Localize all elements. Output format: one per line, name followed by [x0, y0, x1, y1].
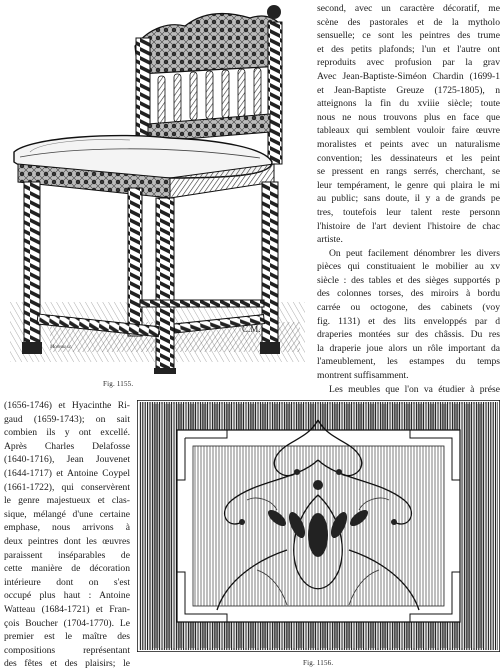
- text-line: combien ils y ont excellé.: [4, 427, 130, 439]
- text-line: pièces qui constituaient le mobilier au xv: [317, 261, 500, 273]
- text-line: occupé plus haut : Antoine: [4, 590, 130, 602]
- text-line: (1656-1746) et Hyacinthe Ri-: [4, 400, 130, 411]
- engraver-signature: C.M.: [242, 324, 261, 334]
- text-line: au public; sans doute, il y a de grands pe: [317, 193, 500, 205]
- text-line: reproduits avec profusion par la grav: [317, 57, 500, 69]
- text-line: Avec Jean-Baptiste-Siméon Chardin (1699-1: [317, 70, 500, 82]
- text-line: carrée ou octogone, des cabinets (voy: [317, 302, 500, 314]
- left-text-column: [4, 399, 130, 671]
- text-line: intérieure dont on s'est: [4, 576, 130, 588]
- text-line: tableaux qui semblent vouloir faire œuvre: [317, 125, 500, 137]
- text-line: moralistes et peints avec un naturalisme: [317, 138, 500, 150]
- text-line: le genre majestueux et clas-: [4, 495, 130, 507]
- panel-engraving: [137, 400, 500, 652]
- text-line: second, avec un caractère décoratif, me: [317, 3, 500, 14]
- text-line: compositions représentant: [4, 644, 130, 656]
- text-line: emphase, nous arrivons à: [4, 522, 130, 534]
- right-text-column: [317, 2, 500, 397]
- text-line: draperies montées sur des châssis. Du res: [317, 329, 500, 341]
- text-line: l'ameublement, les estampes du temps: [317, 356, 500, 368]
- text-line: sique, mélangé d'une certaine: [4, 508, 130, 520]
- text-line: la draperie joue alors un rôle important da: [317, 342, 500, 354]
- text-line: montrent suffisamment.: [317, 370, 409, 382]
- text-line: scène des pastorales et de la mytholo: [317, 16, 500, 28]
- text-line: premier est le maître des: [4, 631, 130, 643]
- text-line: siècle : des tables et des sièges supportés p: [317, 274, 500, 286]
- text-line: (1644-1717) et Antoine Coypel: [4, 467, 130, 479]
- text-line: fig. 1131) et des lits enveloppés par d: [317, 315, 500, 327]
- text-line: atteignons la fin du xviiie siècle; toute: [317, 98, 500, 110]
- text-line: deux peintres dont les œuvres: [4, 535, 130, 547]
- text-line: gaud (1659-1743); on sait: [4, 413, 130, 425]
- text-line: et Jean-Baptiste Greuze (1725-1805), n: [317, 84, 500, 96]
- text-line: Les meubles que l'on va étudier à prése: [329, 383, 500, 395]
- text-line: leur tempérament, le genre qui plaira le mi: [317, 179, 500, 191]
- text-line: On peut facilement dénombrer les divers: [329, 247, 500, 259]
- figure-1155-caption: Fig. 1155.: [103, 380, 134, 388]
- text-line: des colonnes torses, des miroirs à bordu: [317, 288, 500, 300]
- text-line: cette manière de décoration: [4, 563, 130, 575]
- text-line: (1640-1716), Jean Jouvenet: [4, 454, 130, 466]
- text-line: artiste.: [317, 234, 343, 246]
- text-line: nous ne nous trouvons plus en face que: [317, 111, 500, 123]
- text-line: Watteau (1684-1721) et Fran-: [4, 603, 130, 615]
- text-line: Après Charles Delafosse: [4, 440, 130, 452]
- text-line: se pressent en rangs serrés, cherchant, se: [317, 166, 500, 178]
- text-line: tres, toutefois leur talent reste personn: [317, 206, 500, 218]
- chair-engraving: [10, 2, 305, 374]
- figure-1156-panel: [137, 400, 500, 652]
- text-line: paraissent inséparables de: [4, 549, 130, 561]
- figure-1155-chair: [10, 2, 305, 374]
- text-line: des fêtes et des plaisirs; le: [4, 658, 130, 670]
- figure-1156-caption: Fig. 1156.: [303, 659, 334, 667]
- text-line: l'histoire de l'art devient l'histoire de chac: [317, 220, 500, 232]
- text-line: (1661-1722), qui conservèrent: [4, 481, 130, 493]
- text-line: et des petits plafonds; l'un et l'autre ont: [317, 43, 500, 55]
- text-line: çois Boucher (1704-1770). Le: [4, 617, 130, 629]
- svg-text:Moreau sc.: Moreau sc.: [50, 345, 73, 350]
- text-line: convention; les dessinateurs et les peint: [317, 152, 500, 164]
- text-line: sensuelle; ce sont les peintres des trume: [317, 30, 500, 42]
